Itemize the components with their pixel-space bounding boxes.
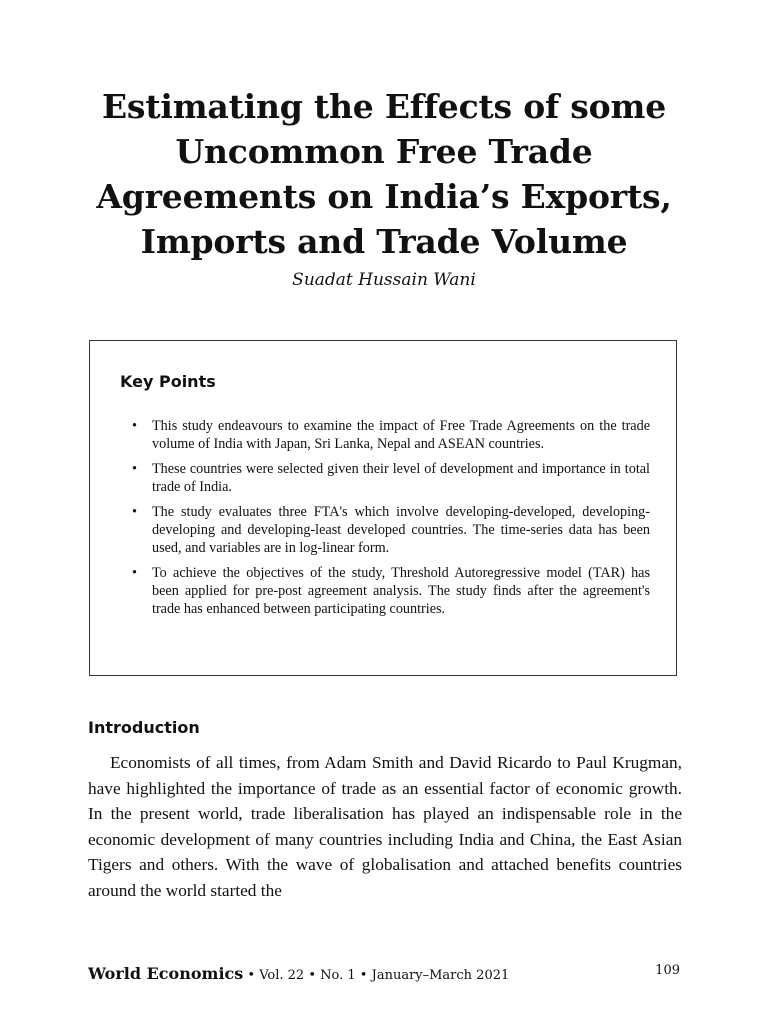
journal-name: World Economics	[88, 964, 244, 983]
bullet-icon: •	[132, 418, 137, 434]
bullet-icon: •	[132, 504, 137, 520]
key-point-text: This study endeavours to examine the impact of Free Trade Agreements on the trade volume of India with Japan, Sri Lanka, Nepal and ASEAN countries.	[152, 418, 650, 452]
journal-footer	[88, 963, 509, 987]
journal-volume: Vol. 22	[259, 968, 305, 983]
introduction-paragraph: Economists of all times, from Adam Smith and David Ricardo to Paul Krugman, have highlighted the importance of trade as an essential factor of economic growth. In the present world, trade liberalisation has played an indispensable role in the economic development of many countries including India and China, the East Asian Tigers and others. With the wave of globalisation and attached benefits countries around the world started the	[88, 753, 682, 900]
introduction-heading: Introduction	[88, 718, 200, 737]
page-number: 109	[655, 963, 680, 978]
journal-issue: No. 1	[320, 968, 356, 983]
key-point-item	[120, 564, 650, 618]
title-line: Uncommon Free Trade	[175, 132, 593, 171]
footer-separator: •	[304, 968, 321, 983]
article-title	[84, 84, 684, 264]
bullet-icon: •	[132, 565, 137, 581]
key-points-list	[120, 417, 650, 625]
key-point-text: These countries were selected given their level of development and importance in total trade of India.	[152, 461, 650, 495]
footer-separator: •	[243, 968, 260, 983]
bullet-icon: •	[132, 461, 137, 477]
key-point-text: The study evaluates three FTA's which involve developing-developed, developing-developing and developing-least developed countries. The time-series data has been used, and variables are in log-linear form.	[152, 504, 650, 556]
key-point-item	[120, 503, 650, 557]
key-points-box	[89, 340, 677, 676]
key-points-heading: Key Points	[120, 372, 216, 391]
author-name: Suadat Hussain Wani	[292, 270, 476, 290]
title-line: Estimating the Effects of some	[101, 87, 666, 126]
title-line: Agreements on India’s Exports,	[96, 177, 672, 216]
key-point-item	[120, 417, 650, 453]
title-line: Imports and Trade Volume	[140, 222, 628, 261]
key-point-item	[120, 460, 650, 496]
journal-period: January–March 2021	[371, 968, 510, 983]
key-point-text: To achieve the objectives of the study, Threshold Autoregressive model (TAR) has been applied for pre-post agreement analysis. The study finds after the agreement's trade has enhanced between participating countries.	[152, 565, 650, 617]
footer-separator: •	[355, 968, 372, 983]
